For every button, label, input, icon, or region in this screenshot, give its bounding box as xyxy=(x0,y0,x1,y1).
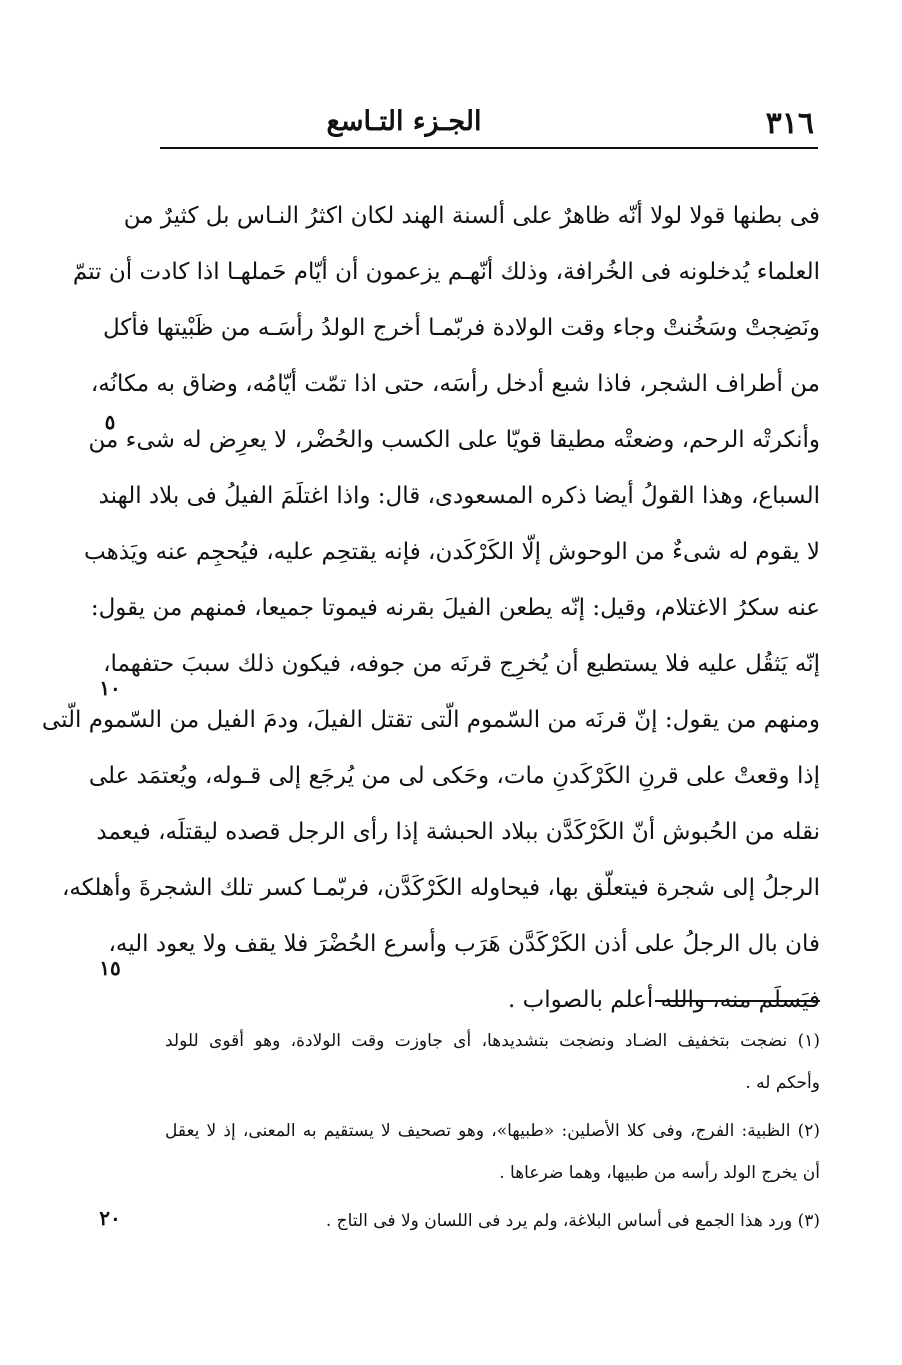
footnote-line: أن يخرج الولد رأسه من طبيها، وهما ضرعاها . xyxy=(499,1163,820,1183)
text-line: السباع، وهذا القولُ أيضا ذكره المسعودى، قال: واذا اغتلَمَ الفيلُ فى بلاد الهند xyxy=(98,483,820,509)
text-line: وأنكرتْه الرحم، وضعتْه مطيقا قويّا على الكسب والحُضْر، لا يعرِض له شىء من xyxy=(88,427,820,453)
text-line: لا يقوم له شىءٌ من الوحوش إلّا الكَرْكَدن، فإنه يقتحِم عليه، فيُحجِم عنه ويَذهب xyxy=(84,539,820,565)
page-header xyxy=(160,96,818,148)
text-line: عنه سكرُ الاغتلام، وقيل: إنّه يطعن الفيلَ بقرنه فيموتا جميعا، فمنهم من يقول: xyxy=(90,595,820,621)
header-rule xyxy=(160,147,818,149)
text-line: إنّه يَثقُل عليه فلا يستطيع أن يُخرِج قرنَه من جوفه، فيكون ذلك سببَ حتفهما، xyxy=(103,651,820,677)
text-line: إذا وقعتْ على قرنِ الكَرْكَدنِ مات، وحَكى لى من يُرجَع إلى قـوله، ويُعتمَد على xyxy=(88,763,820,789)
line-number-20: ٢٠ xyxy=(99,1206,121,1230)
footnote-line: (٢) الظبية: الفرج، وفى كلا الأصلين: «طبيها»، وهو تصحيف لا يستقيم به المعنى، إذ لا يعقل xyxy=(165,1121,820,1141)
line-number-10: ١٠ xyxy=(99,676,121,700)
running-title: الجـزء التـاسع xyxy=(326,106,482,137)
line-number-5: ٥ xyxy=(104,410,116,434)
text-line: فان بال الرجلُ على أذن الكَرْكَدَّن هَرَب وأسرع الحُضْرَ فلا يقف ولا يعود اليه، xyxy=(108,931,820,957)
text-line: الرجلُ إلى شجرة فيتعلّق بها، فيحاوله الكَرْكَدَّن، فربّمـا كسر تلك الشجرةَ وأهلكه، xyxy=(61,875,820,901)
text-line: العلماء يُدخلونه فى الخُرافة، وذلك أنّهـم يزعمون أن أيّام حَملهـا اذا كادت أن تتمّ xyxy=(72,259,820,285)
footnotes xyxy=(165,1020,820,1248)
text-line: نقله من الحُبوش أنّ الكَرْكَدَّن ببلاد الحبشة إذا رأى الرجل قصده ليقتلَه، فيعمد xyxy=(96,819,820,845)
text-line: فيَسلَم منه، والله أعلم بالصواب . xyxy=(507,987,820,1013)
footnote-3 xyxy=(165,1200,820,1242)
text-line: ونَضِجتْ وسَخُنتْ وجاء وقت الولادة فربّمـا أخرج الولدُ رأسَـه من ظَبْيتها فأكل xyxy=(103,315,820,341)
footnote-line: وأحكم له . xyxy=(745,1073,820,1093)
text-line: من أطراف الشجر، فاذا شبع أدخل رأسَه، حتى اذا تمّت أيّامُه، وضاق به مكانُه، xyxy=(90,371,820,397)
footnote-line: (٣) ورد هذا الجمع فى أساس البلاغة، ولم يرد فى اللسان ولا فى التاج . xyxy=(325,1211,820,1231)
text-line: ومنهم من يقول: إنّ قرنَه من السّموم الّتى تقتل الفيلَ، ودمَ الفيل من السّموم الّتى xyxy=(41,707,820,733)
footnote-1 xyxy=(165,1020,820,1104)
footnote-line: (١) نضجت بتخفيف الضـاد ونضجت بتشديدها، أى جاوزت وقت الولادة، وهو أقوى للولد xyxy=(165,1031,820,1051)
line-number-15: ١٥ xyxy=(99,956,121,980)
page-number: ٣١٦ xyxy=(765,106,814,141)
footnote-2 xyxy=(165,1110,820,1194)
footnote-rule xyxy=(655,1000,820,1002)
text-line: فى بطنها قولا لولا أنّه ظاهرٌ على ألسنة الهند لكان اكثرُ النـاس بل كثيرٌ من xyxy=(123,203,820,229)
